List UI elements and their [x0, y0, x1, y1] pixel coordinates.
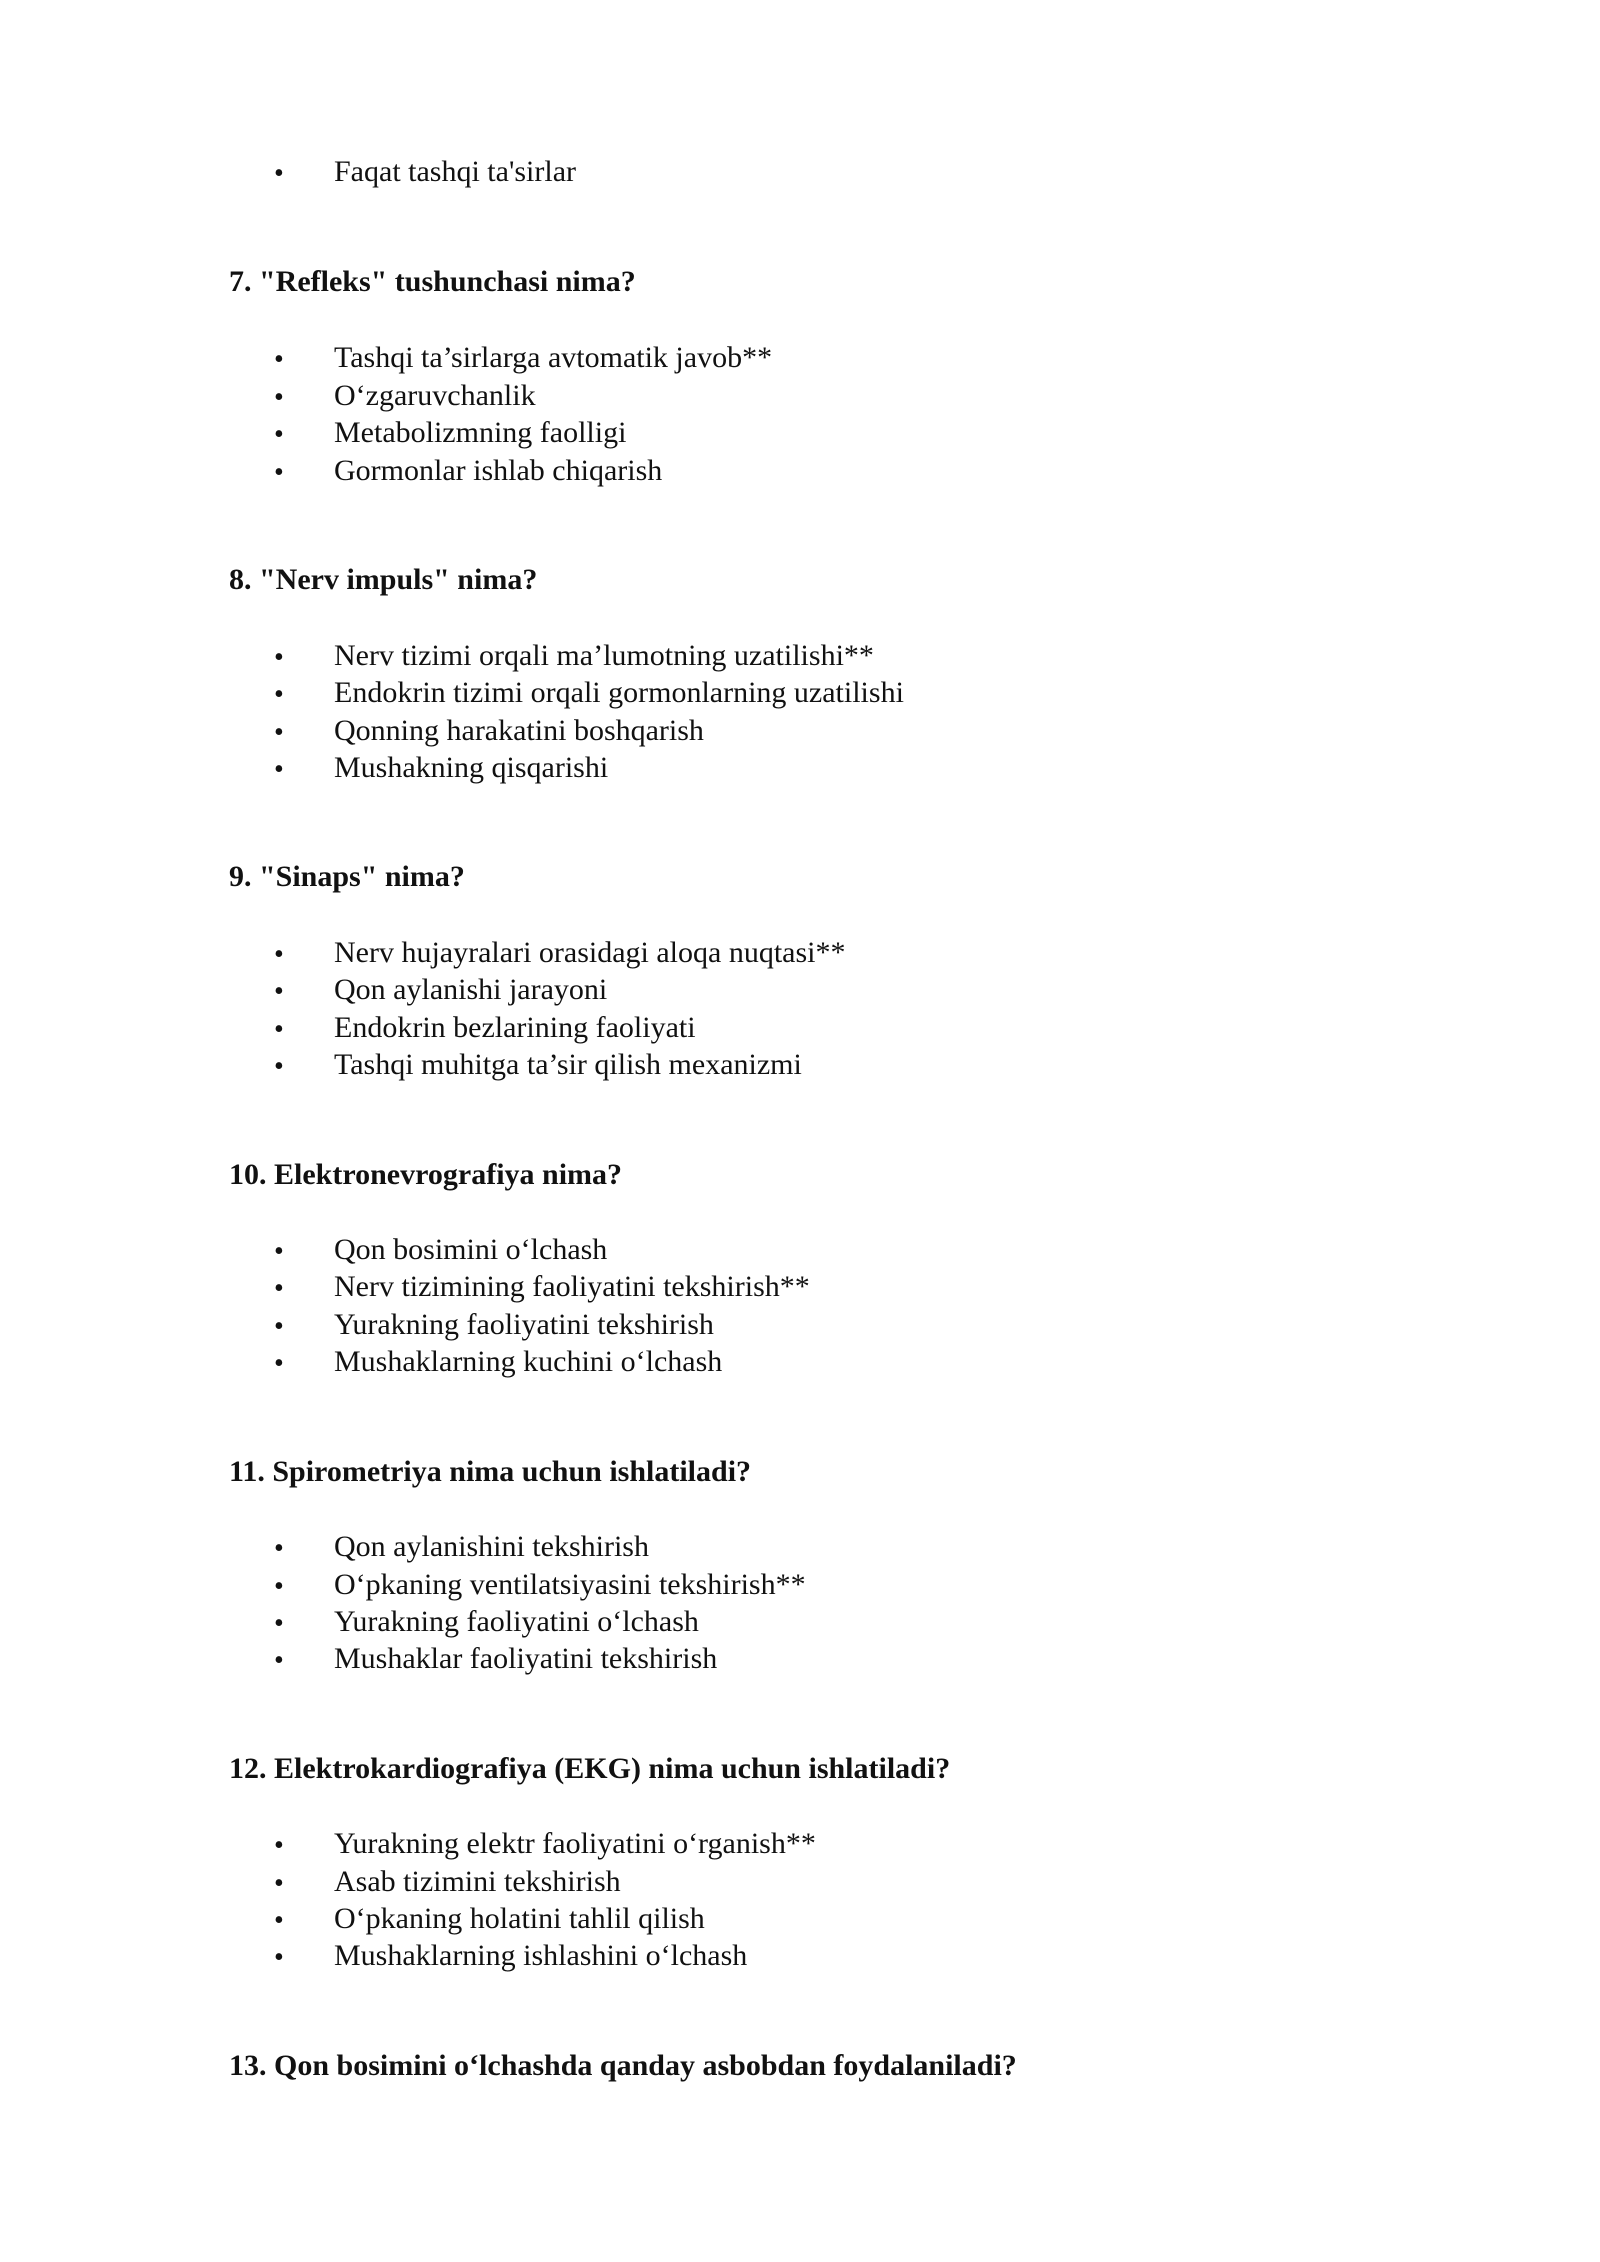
- question-11-title: 11. Spirometriya nima uchun ishlatiladi?: [229, 1455, 752, 1488]
- option-text: O‘zgaruvchanlik: [334, 379, 536, 412]
- question-10-option-1: [0, 1230, 1600, 1270]
- intro-option-text: Faqat tashqi ta'sirlar: [334, 155, 577, 188]
- bullet: •: [274, 1014, 284, 1045]
- question-9-title: 9. "Sinaps" nima?: [229, 860, 465, 893]
- question-9-option-1: [0, 933, 1600, 973]
- question-7-title: 7. "Refleks" tushunchasi nima?: [229, 265, 636, 298]
- option-text: Qon aylanishi jarayoni: [334, 973, 608, 1006]
- question-8-option-3: [0, 711, 1600, 751]
- option-text: Asab tizimini tekshirish: [334, 1865, 621, 1898]
- bullet: •: [274, 1905, 284, 1936]
- question-7-option-2: [0, 376, 1600, 416]
- option-text: Mushakning qisqarishi: [334, 751, 609, 784]
- option-text: Nerv tizimi orqali ma’lumotning uzatilishi**: [334, 639, 874, 672]
- question-9-option-3: [0, 1008, 1600, 1048]
- option-text: Tashqi ta’sirlarga avtomatik javob**: [334, 341, 773, 374]
- question-7-option-3: [0, 413, 1600, 453]
- question-11-option-2: [0, 1565, 1600, 1605]
- option-text: Yurakning faoliyatini o‘lchash: [334, 1605, 699, 1638]
- question-9-option-4: [0, 1045, 1600, 1085]
- question-8-option-1: [0, 636, 1600, 676]
- option-text: O‘pkaning holatini tahlil qilish: [334, 1902, 705, 1935]
- option-text: O‘pkaning ventilatsiyasini tekshirish**: [334, 1568, 806, 1601]
- question-11-option-1: [0, 1527, 1600, 1567]
- question-8-title: 8. "Nerv impuls" nima?: [229, 563, 538, 596]
- question-12-option-2: [0, 1862, 1600, 1902]
- bullet: •: [274, 976, 284, 1007]
- bullet: •: [274, 939, 284, 970]
- question-13-title: 13. Qon bosimini o‘lchashda qanday asbobdan foydalaniladi?: [229, 2049, 1017, 2082]
- bullet: •: [274, 1645, 284, 1676]
- question-7-option-4: [0, 451, 1600, 491]
- option-text: Mushaklar faoliyatini tekshirish: [334, 1642, 718, 1675]
- option-text: Nerv tizimining faoliyatini tekshirish**: [334, 1270, 810, 1303]
- bullet: •: [274, 1608, 284, 1639]
- option-text: Yurakning elektr faoliyatini o‘rganish**: [334, 1827, 816, 1860]
- bullet: •: [274, 1533, 284, 1564]
- option-text: Mushaklarning ishlashini o‘lchash: [334, 1939, 748, 1972]
- bullet: •: [274, 1942, 284, 1973]
- bullet: •: [274, 1830, 284, 1861]
- bullet: •: [274, 679, 284, 710]
- option-text: Gormonlar ishlab chiqarish: [334, 454, 663, 487]
- bullet: •: [274, 344, 284, 375]
- bullet: •: [274, 1311, 284, 1342]
- question-8-option-2: [0, 673, 1600, 713]
- option-text: Yurakning faoliyatini tekshirish: [334, 1308, 714, 1341]
- option-text: Nerv hujayralari orasidagi aloqa nuqtasi**: [334, 936, 846, 969]
- bullet: •: [274, 1051, 284, 1082]
- bullet: •: [274, 457, 284, 488]
- bullet: •: [274, 642, 284, 673]
- bullet: •: [274, 1868, 284, 1899]
- bullet: •: [274, 419, 284, 450]
- question-12-option-4: [0, 1936, 1600, 1976]
- bullet: •: [274, 1348, 284, 1379]
- question-8-option-4: [0, 748, 1600, 788]
- question-12-option-1: [0, 1824, 1600, 1864]
- question-12-option-3: [0, 1899, 1600, 1939]
- option-text: Metabolizmning faolligi: [334, 416, 627, 449]
- option-text: Tashqi muhitga ta’sir qilish mexanizmi: [334, 1048, 802, 1081]
- bullet: •: [274, 717, 284, 748]
- bullet: •: [274, 1236, 284, 1267]
- option-text: Qon bosimini o‘lchash: [334, 1233, 608, 1266]
- option-text: Qon aylanishini tekshirish: [334, 1530, 649, 1563]
- option-text: Endokrin bezlarining faoliyati: [334, 1011, 696, 1044]
- intro-option: [0, 152, 1600, 192]
- question-10-option-3: [0, 1305, 1600, 1345]
- option-text: Qonning harakatini boshqarish: [334, 714, 704, 747]
- option-text: Endokrin tizimi orqali gormonlarning uzatilishi: [334, 676, 904, 709]
- question-7-option-1: [0, 338, 1600, 378]
- question-10-option-4: [0, 1342, 1600, 1382]
- bullet: •: [274, 382, 284, 413]
- bullet: •: [274, 754, 284, 785]
- question-10-option-2: [0, 1267, 1600, 1307]
- question-11-option-3: [0, 1602, 1600, 1642]
- question-10-title: 10. Elektronevrografiya nima?: [229, 1158, 623, 1191]
- bullet: •: [274, 158, 284, 189]
- bullet: •: [274, 1273, 284, 1304]
- question-11-option-4: [0, 1639, 1600, 1679]
- question-12-title: 12. Elektrokardiografiya (EKG) nima uchun ishlatiladi?: [229, 1752, 951, 1785]
- question-9-option-2: [0, 970, 1600, 1010]
- bullet: •: [274, 1571, 284, 1602]
- option-text: Mushaklarning kuchini o‘lchash: [334, 1345, 723, 1378]
